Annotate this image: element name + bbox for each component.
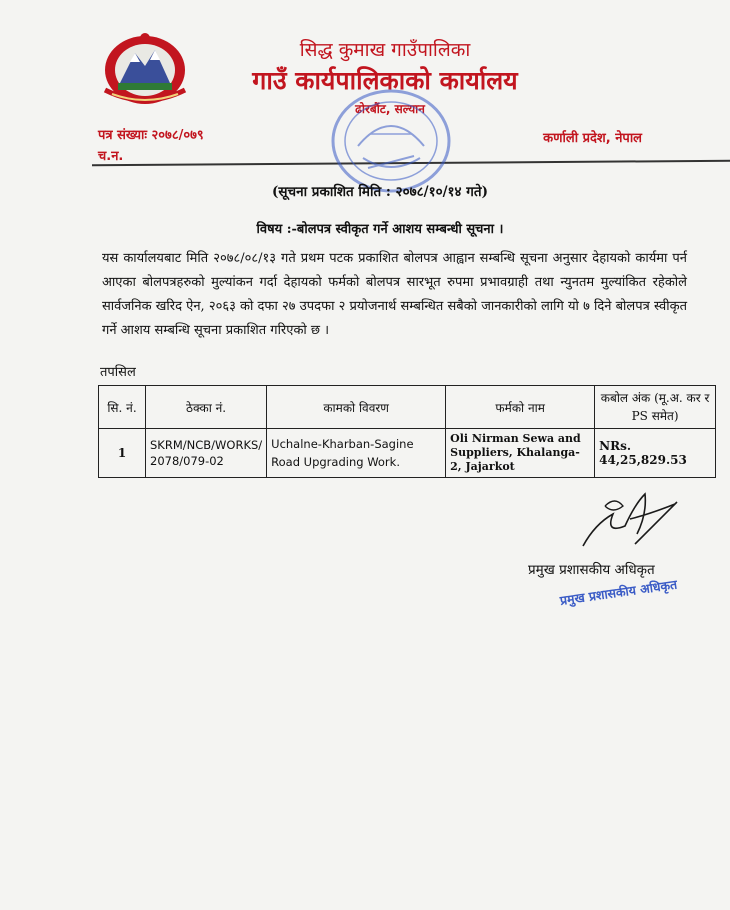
- signatory-title: प्रमुख प्रशासकीय अधिकृत: [528, 562, 655, 578]
- header-serial-no: सि. नं.: [99, 386, 146, 429]
- contract-no-cell: SKRM/NCB/WORKS/ 2078/079-02: [146, 429, 267, 478]
- signature-icon: [575, 484, 685, 554]
- province-label: कर्णाली प्रदेश, नेपाल: [543, 131, 642, 146]
- notice-body: यस कार्यालयबाट मिति २०७८/०८/१३ गते प्रथम पटक प्रकाशित बोलपत्र आह्वान सम्बन्धि सूचना अनुसार देहायको कार्यमा पर्न आएका बोलपत्रहरुको मुल्यांकन गर्दा देहायको फर्मको बोलपत्र सारभूत रुपमा प्रभावग्राही तथा न्युनतम मुल्यांकित रहेकोले सार्वजनिक खरिद ऐन, २०६३ को दफा २७ उपदफा २ प्रयोजनार्थ सम्बन्धित सबैको जानकारीको लागि यो ७ दिने बोलपत्र स्वीकृत गर्ने आशय सम्बन्धि सूचना प्रकाशित गरिएको छ ।: [102, 251, 687, 338]
- publication-date: (सूचना प्रकाशित मिति : २०७८/१०/१४ गते): [272, 184, 488, 200]
- header-work-description: कामको विवरण: [267, 386, 446, 429]
- nepal-emblem-icon: [100, 28, 190, 108]
- signatory-stamp: प्रमुख प्रशासकीय अधिकृत: [558, 576, 679, 608]
- notice-subject: विषय :-बोलपत्र स्वीकृत गर्ने आशय सम्बन्धी सूचना ।: [256, 222, 504, 237]
- header-contract-no: ठेक्का नं.: [146, 386, 267, 429]
- table-row: [99, 429, 716, 478]
- bid-details-table: [98, 385, 716, 478]
- firm-name-cell: Oli Nirman Sewa and Suppliers, Khalanga-2, Jajarkot: [446, 429, 595, 478]
- work-description-cell: Uchalne-Kharban-Sagine Road Upgrading Work.: [267, 429, 446, 478]
- dispatch-number: च.न.: [98, 149, 124, 164]
- header-firm-name: फर्मको नाम: [446, 386, 595, 429]
- header-bid-amount: कबोल अंक (मू.अ. कर र PS समेत): [595, 386, 716, 429]
- bid-amount-cell: NRs. 44,25,829.53: [595, 429, 716, 478]
- serial-no-cell: 1: [99, 429, 146, 478]
- office-name: सिद्ध कुमाख गाउँपालिका: [299, 39, 471, 61]
- office-location: ढोरबौंट, सल्यान: [355, 102, 425, 116]
- office-title: गाउँ कार्यपालिकाको कार्यालय: [252, 66, 518, 95]
- details-label: तपसिल: [100, 365, 136, 380]
- reference-number: पत्र संख्याः २०७८/०७९: [98, 128, 204, 143]
- office-seal-icon: [328, 86, 454, 196]
- table-header-row: [99, 386, 716, 429]
